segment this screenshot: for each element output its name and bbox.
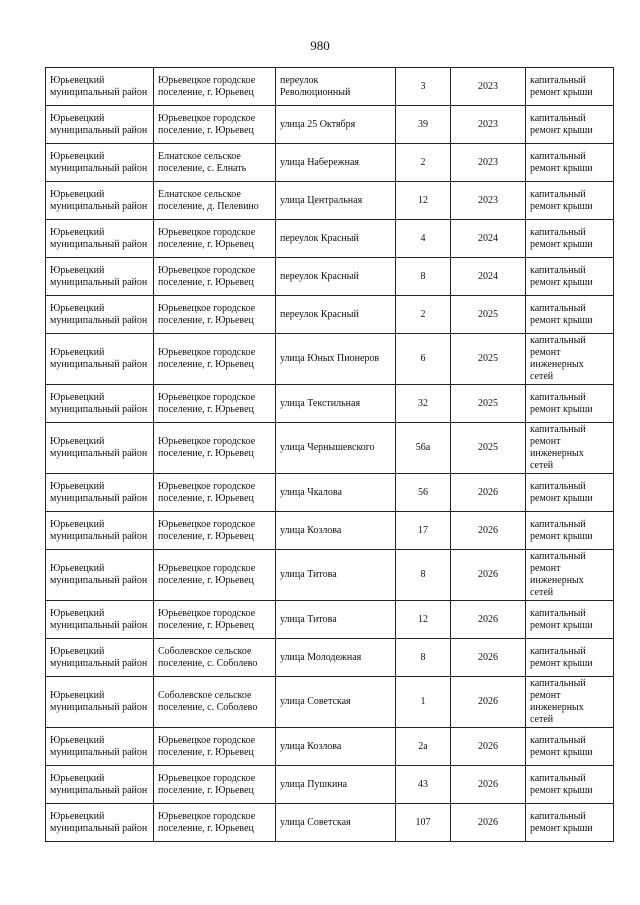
- work-type-cell: капитальный ремонт крыши: [526, 639, 614, 677]
- street-cell: улица Набережная: [276, 144, 396, 182]
- house-number-cell: 3: [396, 68, 451, 106]
- district-cell: Юрьевецкий муниципальный район: [46, 677, 154, 728]
- settlement-cell: Юрьевецкое городское поселение, г. Юрьевец: [154, 512, 276, 550]
- street-cell: улица Чкалова: [276, 474, 396, 512]
- street-cell: улица Козлова: [276, 512, 396, 550]
- settlement-cell: Юрьевецкое городское поселение, г. Юрьевец: [154, 334, 276, 385]
- table-row: [46, 144, 614, 182]
- page-number: 980: [310, 38, 330, 53]
- table-row: [46, 639, 614, 677]
- district-cell: Юрьевецкий муниципальный район: [46, 512, 154, 550]
- district-cell: Юрьевецкий муниципальный район: [46, 296, 154, 334]
- street-cell: улица 25 Октября: [276, 106, 396, 144]
- house-number-cell: 56: [396, 474, 451, 512]
- year-cell: 2026: [451, 601, 526, 639]
- house-number-cell: 12: [396, 182, 451, 220]
- district-cell: Юрьевецкий муниципальный район: [46, 258, 154, 296]
- year-cell: 2026: [451, 639, 526, 677]
- street-cell: улица Чернышевского: [276, 423, 396, 474]
- house-number-cell: 6: [396, 334, 451, 385]
- work-type-cell: капитальный ремонт инженерных сетей: [526, 334, 614, 385]
- table-row: [46, 601, 614, 639]
- work-type-cell: капитальный ремонт крыши: [526, 68, 614, 106]
- year-cell: 2025: [451, 385, 526, 423]
- street-cell: улица Козлова: [276, 728, 396, 766]
- street-cell: улица Титова: [276, 550, 396, 601]
- year-cell: 2023: [451, 68, 526, 106]
- district-cell: Юрьевецкий муниципальный район: [46, 385, 154, 423]
- year-cell: 2026: [451, 512, 526, 550]
- work-type-cell: капитальный ремонт крыши: [526, 804, 614, 842]
- table-row: [46, 296, 614, 334]
- house-number-cell: 12: [396, 601, 451, 639]
- settlement-cell: Юрьевецкое городское поселение, г. Юрьевец: [154, 220, 276, 258]
- house-number-cell: 8: [396, 639, 451, 677]
- work-type-cell: капитальный ремонт крыши: [526, 512, 614, 550]
- house-number-cell: 8: [396, 258, 451, 296]
- work-type-cell: капитальный ремонт крыши: [526, 144, 614, 182]
- district-cell: Юрьевецкий муниципальный район: [46, 550, 154, 601]
- settlement-cell: Юрьевецкое городское поселение, г. Юрьевец: [154, 766, 276, 804]
- house-number-cell: 8: [396, 550, 451, 601]
- year-cell: 2023: [451, 144, 526, 182]
- street-cell: улица Текстильная: [276, 385, 396, 423]
- table-row: [46, 182, 614, 220]
- settlement-cell: Соболевское сельское поселение, с. Соболево: [154, 639, 276, 677]
- work-type-cell: капитальный ремонт крыши: [526, 258, 614, 296]
- work-type-cell: капитальный ремонт крыши: [526, 728, 614, 766]
- street-cell: улица Молодежная: [276, 639, 396, 677]
- house-number-cell: 32: [396, 385, 451, 423]
- work-type-cell: капитальный ремонт инженерных сетей: [526, 423, 614, 474]
- table-row: [46, 423, 614, 474]
- year-cell: 2026: [451, 550, 526, 601]
- settlement-cell: Юрьевецкое городское поселение, г. Юрьевец: [154, 804, 276, 842]
- street-cell: переулок Красный: [276, 220, 396, 258]
- year-cell: 2026: [451, 474, 526, 512]
- district-cell: Юрьевецкий муниципальный район: [46, 601, 154, 639]
- house-number-cell: 2: [396, 296, 451, 334]
- work-type-cell: капитальный ремонт крыши: [526, 601, 614, 639]
- settlement-cell: Юрьевецкое городское поселение, г. Юрьевец: [154, 296, 276, 334]
- house-number-cell: 2: [396, 144, 451, 182]
- street-cell: улица Пушкина: [276, 766, 396, 804]
- table-row: [46, 550, 614, 601]
- settlement-cell: Юрьевецкое городское поселение, г. Юрьевец: [154, 423, 276, 474]
- district-cell: Юрьевецкий муниципальный район: [46, 728, 154, 766]
- district-cell: Юрьевецкий муниципальный район: [46, 68, 154, 106]
- street-cell: улица Советская: [276, 804, 396, 842]
- housing-repair-table: [45, 67, 614, 842]
- house-number-cell: 107: [396, 804, 451, 842]
- street-cell: переулок Красный: [276, 258, 396, 296]
- house-number-cell: 39: [396, 106, 451, 144]
- year-cell: 2026: [451, 766, 526, 804]
- settlement-cell: Юрьевецкое городское поселение, г. Юрьевец: [154, 68, 276, 106]
- work-type-cell: капитальный ремонт крыши: [526, 296, 614, 334]
- table-row: [46, 512, 614, 550]
- year-cell: 2023: [451, 182, 526, 220]
- settlement-cell: Юрьевецкое городское поселение, г. Юрьевец: [154, 106, 276, 144]
- table-row: [46, 106, 614, 144]
- table-row: [46, 474, 614, 512]
- district-cell: Юрьевецкий муниципальный район: [46, 106, 154, 144]
- work-type-cell: капитальный ремонт инженерных сетей: [526, 677, 614, 728]
- settlement-cell: Елнатское сельское поселение, д. Пелевино: [154, 182, 276, 220]
- street-cell: переулок Революционный: [276, 68, 396, 106]
- table-row: [46, 68, 614, 106]
- street-cell: улица Центральная: [276, 182, 396, 220]
- work-type-cell: капитальный ремонт инженерных сетей: [526, 550, 614, 601]
- house-number-cell: 2а: [396, 728, 451, 766]
- table-row: [46, 728, 614, 766]
- house-number-cell: 56а: [396, 423, 451, 474]
- settlement-cell: Юрьевецкое городское поселение, г. Юрьевец: [154, 728, 276, 766]
- settlement-cell: Юрьевецкое городское поселение, г. Юрьевец: [154, 601, 276, 639]
- house-number-cell: 1: [396, 677, 451, 728]
- year-cell: 2026: [451, 677, 526, 728]
- table-row: [46, 334, 614, 385]
- year-cell: 2025: [451, 423, 526, 474]
- district-cell: Юрьевецкий муниципальный район: [46, 639, 154, 677]
- house-number-cell: 17: [396, 512, 451, 550]
- district-cell: Юрьевецкий муниципальный район: [46, 766, 154, 804]
- district-cell: Юрьевецкий муниципальный район: [46, 423, 154, 474]
- year-cell: 2025: [451, 334, 526, 385]
- table-row: [46, 385, 614, 423]
- settlement-cell: Юрьевецкое городское поселение, г. Юрьевец: [154, 258, 276, 296]
- table-row: [46, 258, 614, 296]
- district-cell: Юрьевецкий муниципальный район: [46, 182, 154, 220]
- settlement-cell: Юрьевецкое городское поселение, г. Юрьевец: [154, 385, 276, 423]
- year-cell: 2024: [451, 220, 526, 258]
- settlement-cell: Юрьевецкое городское поселение, г. Юрьевец: [154, 550, 276, 601]
- district-cell: Юрьевецкий муниципальный район: [46, 474, 154, 512]
- settlement-cell: Юрьевецкое городское поселение, г. Юрьевец: [154, 474, 276, 512]
- settlement-cell: Соболевское сельское поселение, с. Соболево: [154, 677, 276, 728]
- year-cell: 2023: [451, 106, 526, 144]
- table-row: [46, 677, 614, 728]
- year-cell: 2024: [451, 258, 526, 296]
- street-cell: улица Советская: [276, 677, 396, 728]
- work-type-cell: капитальный ремонт крыши: [526, 106, 614, 144]
- table-row: [46, 220, 614, 258]
- table-body: [46, 68, 614, 842]
- work-type-cell: капитальный ремонт крыши: [526, 766, 614, 804]
- street-cell: улица Титова: [276, 601, 396, 639]
- settlement-cell: Елнатское сельское поселение, с. Елнать: [154, 144, 276, 182]
- house-number-cell: 43: [396, 766, 451, 804]
- district-cell: Юрьевецкий муниципальный район: [46, 220, 154, 258]
- work-type-cell: капитальный ремонт крыши: [526, 385, 614, 423]
- street-cell: улица Юных Пионеров: [276, 334, 396, 385]
- year-cell: 2026: [451, 804, 526, 842]
- house-number-cell: 4: [396, 220, 451, 258]
- district-cell: Юрьевецкий муниципальный район: [46, 144, 154, 182]
- year-cell: 2026: [451, 728, 526, 766]
- district-cell: Юрьевецкий муниципальный район: [46, 334, 154, 385]
- table-row: [46, 766, 614, 804]
- street-cell: переулок Красный: [276, 296, 396, 334]
- district-cell: Юрьевецкий муниципальный район: [46, 804, 154, 842]
- year-cell: 2025: [451, 296, 526, 334]
- work-type-cell: капитальный ремонт крыши: [526, 182, 614, 220]
- work-type-cell: капитальный ремонт крыши: [526, 474, 614, 512]
- table-row: [46, 804, 614, 842]
- work-type-cell: капитальный ремонт крыши: [526, 220, 614, 258]
